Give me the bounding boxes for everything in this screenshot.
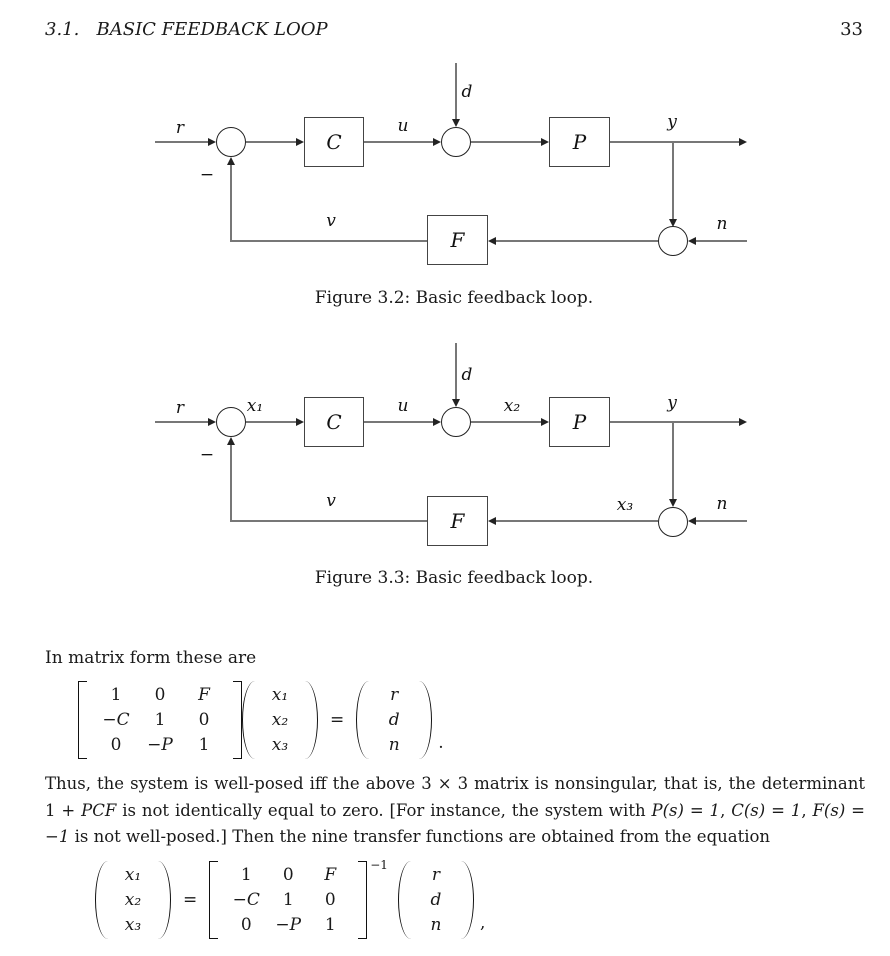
paragraph-segment: C(s) = 1 <box>731 800 802 820</box>
summing-junction <box>658 507 688 537</box>
arrowhead <box>669 499 677 507</box>
output-line <box>610 421 739 423</box>
vector-cell: n <box>388 735 400 755</box>
branch-line <box>672 142 674 219</box>
equation-2 <box>95 858 486 939</box>
paragraph-segment: PCF <box>81 800 117 820</box>
arrowhead <box>488 517 496 525</box>
matrix-cell: 1 <box>154 710 166 730</box>
body-paragraph <box>45 771 865 851</box>
matrix-cell: −P <box>147 735 173 755</box>
arrowhead <box>541 418 549 426</box>
vector-cell: x₃ <box>124 915 142 935</box>
noise-line <box>696 240 747 242</box>
paragraph-segment: F(s) = −1 <box>45 800 865 846</box>
minus-label: − <box>199 445 215 465</box>
arrowhead <box>739 138 747 146</box>
vector-cell: d <box>388 710 400 730</box>
vector-cell: x₂ <box>271 710 289 730</box>
matrix <box>225 864 351 936</box>
left-paren <box>398 861 411 939</box>
arrowhead <box>452 119 460 127</box>
matrix <box>94 684 226 756</box>
signal-label-x1: x₁ <box>246 396 264 416</box>
signal-label-v: v <box>326 211 336 231</box>
summing-junction <box>658 226 688 256</box>
vector-cell: n <box>430 915 442 935</box>
arrowhead <box>208 138 216 146</box>
signal-label-r: r <box>175 398 185 418</box>
input-vector <box>374 684 414 756</box>
paragraph-segment: P(s) = 1 <box>651 800 721 820</box>
signal-line <box>364 421 433 423</box>
signal-label-n: n <box>716 214 728 234</box>
summing-junction <box>216 127 246 157</box>
signal-label-d: d <box>461 82 473 102</box>
arrowhead <box>739 418 747 426</box>
arrowhead <box>488 237 496 245</box>
matrix-cell: 0 <box>154 685 166 705</box>
left-paren <box>242 681 255 759</box>
arrowhead <box>296 418 304 426</box>
arrowhead <box>227 157 235 165</box>
paragraph-segment: , <box>720 800 732 820</box>
paragraph-segment: Thus, the system is well-posed iff the above 3 × 3 matrix is nonsingular, that is, the determinant 1 + <box>45 774 865 820</box>
figure-3-3-caption: Figure 3.3: Basic feedback loop. <box>314 568 594 588</box>
matrix-cell: 0 <box>198 710 210 730</box>
signal-line <box>155 141 209 143</box>
vector-cell: x₁ <box>271 685 289 705</box>
branch-line <box>672 422 674 499</box>
vector-cell: d <box>430 890 442 910</box>
summing-junction <box>441 127 471 157</box>
equation-period: . <box>438 733 444 753</box>
arrowhead <box>208 418 216 426</box>
equation-1 <box>78 681 444 759</box>
feedback-line <box>496 520 658 522</box>
right-bracket <box>358 861 367 939</box>
signal-label-v: v <box>326 491 336 511</box>
summing-junction <box>216 407 246 437</box>
left-paren <box>95 861 108 939</box>
feedback-line <box>231 240 427 242</box>
signal-label-r: r <box>175 118 185 138</box>
arrowhead <box>541 138 549 146</box>
arrowhead <box>433 418 441 426</box>
matrix-cell: F <box>198 685 210 705</box>
block-controller <box>304 117 364 167</box>
paragraph-segment: , <box>801 800 813 820</box>
state-vector <box>260 684 300 756</box>
matrix-cell: 1 <box>282 890 294 910</box>
section-header: 3.1. BASIC FEEDBACK LOOP <box>45 19 328 40</box>
left-paren <box>356 681 369 759</box>
matrix-cell: 0 <box>110 735 122 755</box>
matrix-cell: 1 <box>110 685 122 705</box>
vector-cell: x₃ <box>271 735 289 755</box>
paragraph-segment: is not identically equal to zero. [For instance, the system with <box>116 800 652 820</box>
matrix-cell: F <box>324 865 337 885</box>
intro-text: In matrix form these are <box>45 648 257 668</box>
block-label: P <box>572 410 587 434</box>
signal-label-x2: x₂ <box>503 396 521 416</box>
block-filter <box>427 215 488 265</box>
matrix-cell: 1 <box>324 915 336 935</box>
right-paren <box>419 681 432 759</box>
vector-cell: x₂ <box>124 890 142 910</box>
right-paren <box>461 861 474 939</box>
signal-line <box>471 141 541 143</box>
block-label: F <box>450 228 465 252</box>
arrowhead <box>296 138 304 146</box>
left-bracket <box>209 861 218 939</box>
signal-line <box>246 141 296 143</box>
vector-cell: x₁ <box>124 865 142 885</box>
signal-label-u: u <box>397 116 409 136</box>
signal-line <box>155 421 209 423</box>
matrix-cell: 1 <box>240 865 252 885</box>
matrix-cell: 1 <box>198 735 210 755</box>
feedback-line <box>230 165 232 242</box>
matrix-cell: −C <box>102 710 130 730</box>
equals-sign: = <box>183 890 198 910</box>
minus-label: − <box>199 165 215 185</box>
feedback-line <box>231 520 427 522</box>
matrix-cell: 0 <box>240 915 252 935</box>
matrix-cell: −P <box>275 915 302 935</box>
block-label: P <box>572 130 587 154</box>
signal-label-y: y <box>667 393 677 413</box>
arrowhead <box>433 138 441 146</box>
matrix-cell: −C <box>232 890 260 910</box>
summing-junction <box>441 407 471 437</box>
signal-label-d: d <box>461 365 473 385</box>
vector-cell: r <box>390 685 399 705</box>
arrowhead <box>688 237 696 245</box>
block-plant <box>549 397 610 447</box>
left-bracket <box>78 681 87 759</box>
state-vector <box>113 864 153 936</box>
input-vector <box>416 864 456 936</box>
feedback-line <box>230 445 232 522</box>
arrowhead <box>688 517 696 525</box>
signal-line <box>471 421 541 423</box>
signal-label-x3: x₃ <box>616 495 634 515</box>
feedback-line <box>496 240 658 242</box>
right-bracket <box>233 681 242 759</box>
page-number: 33 <box>840 19 863 40</box>
block-controller <box>304 397 364 447</box>
output-line <box>610 141 739 143</box>
block-filter <box>427 496 488 546</box>
equation-comma: , <box>479 913 486 933</box>
right-paren <box>305 681 318 759</box>
signal-line <box>364 141 433 143</box>
disturbance-line <box>455 63 457 119</box>
block-label: C <box>326 410 342 434</box>
block-label: C <box>326 130 342 154</box>
signal-line <box>246 421 296 423</box>
block-label: F <box>450 509 465 533</box>
noise-line <box>696 520 747 522</box>
arrowhead <box>227 437 235 445</box>
signal-label-u: u <box>397 396 409 416</box>
right-paren <box>158 861 171 939</box>
disturbance-line <box>455 343 457 399</box>
vector-cell: r <box>431 865 441 885</box>
matrix-cell: 0 <box>324 890 336 910</box>
inverse-exponent: −1 <box>370 858 388 872</box>
figure-3-2-caption: Figure 3.2: Basic feedback loop. <box>314 288 594 308</box>
block-plant <box>549 117 610 167</box>
signal-label-n: n <box>716 494 728 514</box>
signal-label-y: y <box>667 112 677 132</box>
paragraph-segment: is not well-posed.] Then the nine transfer functions are obtained from the equation <box>69 827 771 846</box>
matrix-cell: 0 <box>282 865 294 885</box>
arrowhead <box>452 399 460 407</box>
equals-sign: = <box>330 710 345 730</box>
